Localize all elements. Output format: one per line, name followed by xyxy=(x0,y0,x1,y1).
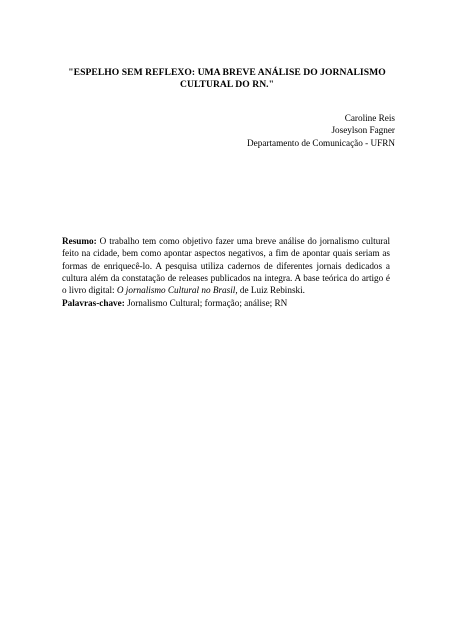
abstract-line-3: formas de enriquecê-lo. A pesquisa utiliza cadernos de diferentes jornais dedicados a xyxy=(62,260,390,271)
abstract-line-4: cultura além da constatação de releases publicados na integra. A base teórica do artigo é xyxy=(62,272,390,283)
keywords-text: Jornalismo Cultural; formação; análise; RN xyxy=(124,298,288,308)
abstract-line-1 xyxy=(62,235,390,247)
author-name-1: Caroline Reis xyxy=(344,113,395,123)
abstract-paragraph xyxy=(62,235,390,296)
abstract-label: Resumo: xyxy=(62,236,97,246)
keywords-line xyxy=(62,297,390,309)
abstract-text-5-suffix: , de Luiz Rebinski. xyxy=(235,285,305,296)
abstract-text-5-prefix: o livro digital: xyxy=(62,285,117,296)
abstract-line-5 xyxy=(62,284,390,296)
keywords-label: Palavras-chave: xyxy=(62,298,125,308)
paper-title xyxy=(62,67,392,91)
paper-title-line-2: CULTURAL DO RN." xyxy=(180,79,274,90)
paper-title-line-1: "ESPELHO SEM REFLEXO: UMA BREVE ANÁLISE DO JORNALISMO xyxy=(68,67,386,78)
author-name-2: Joseylson Fagner xyxy=(331,125,395,136)
book-title: O jornalismo Cultural no Brasil xyxy=(116,285,236,296)
abstract-line-2: feito na cidade, bem como apontar aspectos negativos, a fim de apontar quais seriam as xyxy=(62,248,390,259)
author-block xyxy=(247,112,395,149)
abstract-text-1: O trabalho tem como objetivo fazer uma breve análise do jornalismo cultural xyxy=(96,236,390,246)
author-affiliation: Departamento de Comunicação - UFRN xyxy=(247,137,395,148)
